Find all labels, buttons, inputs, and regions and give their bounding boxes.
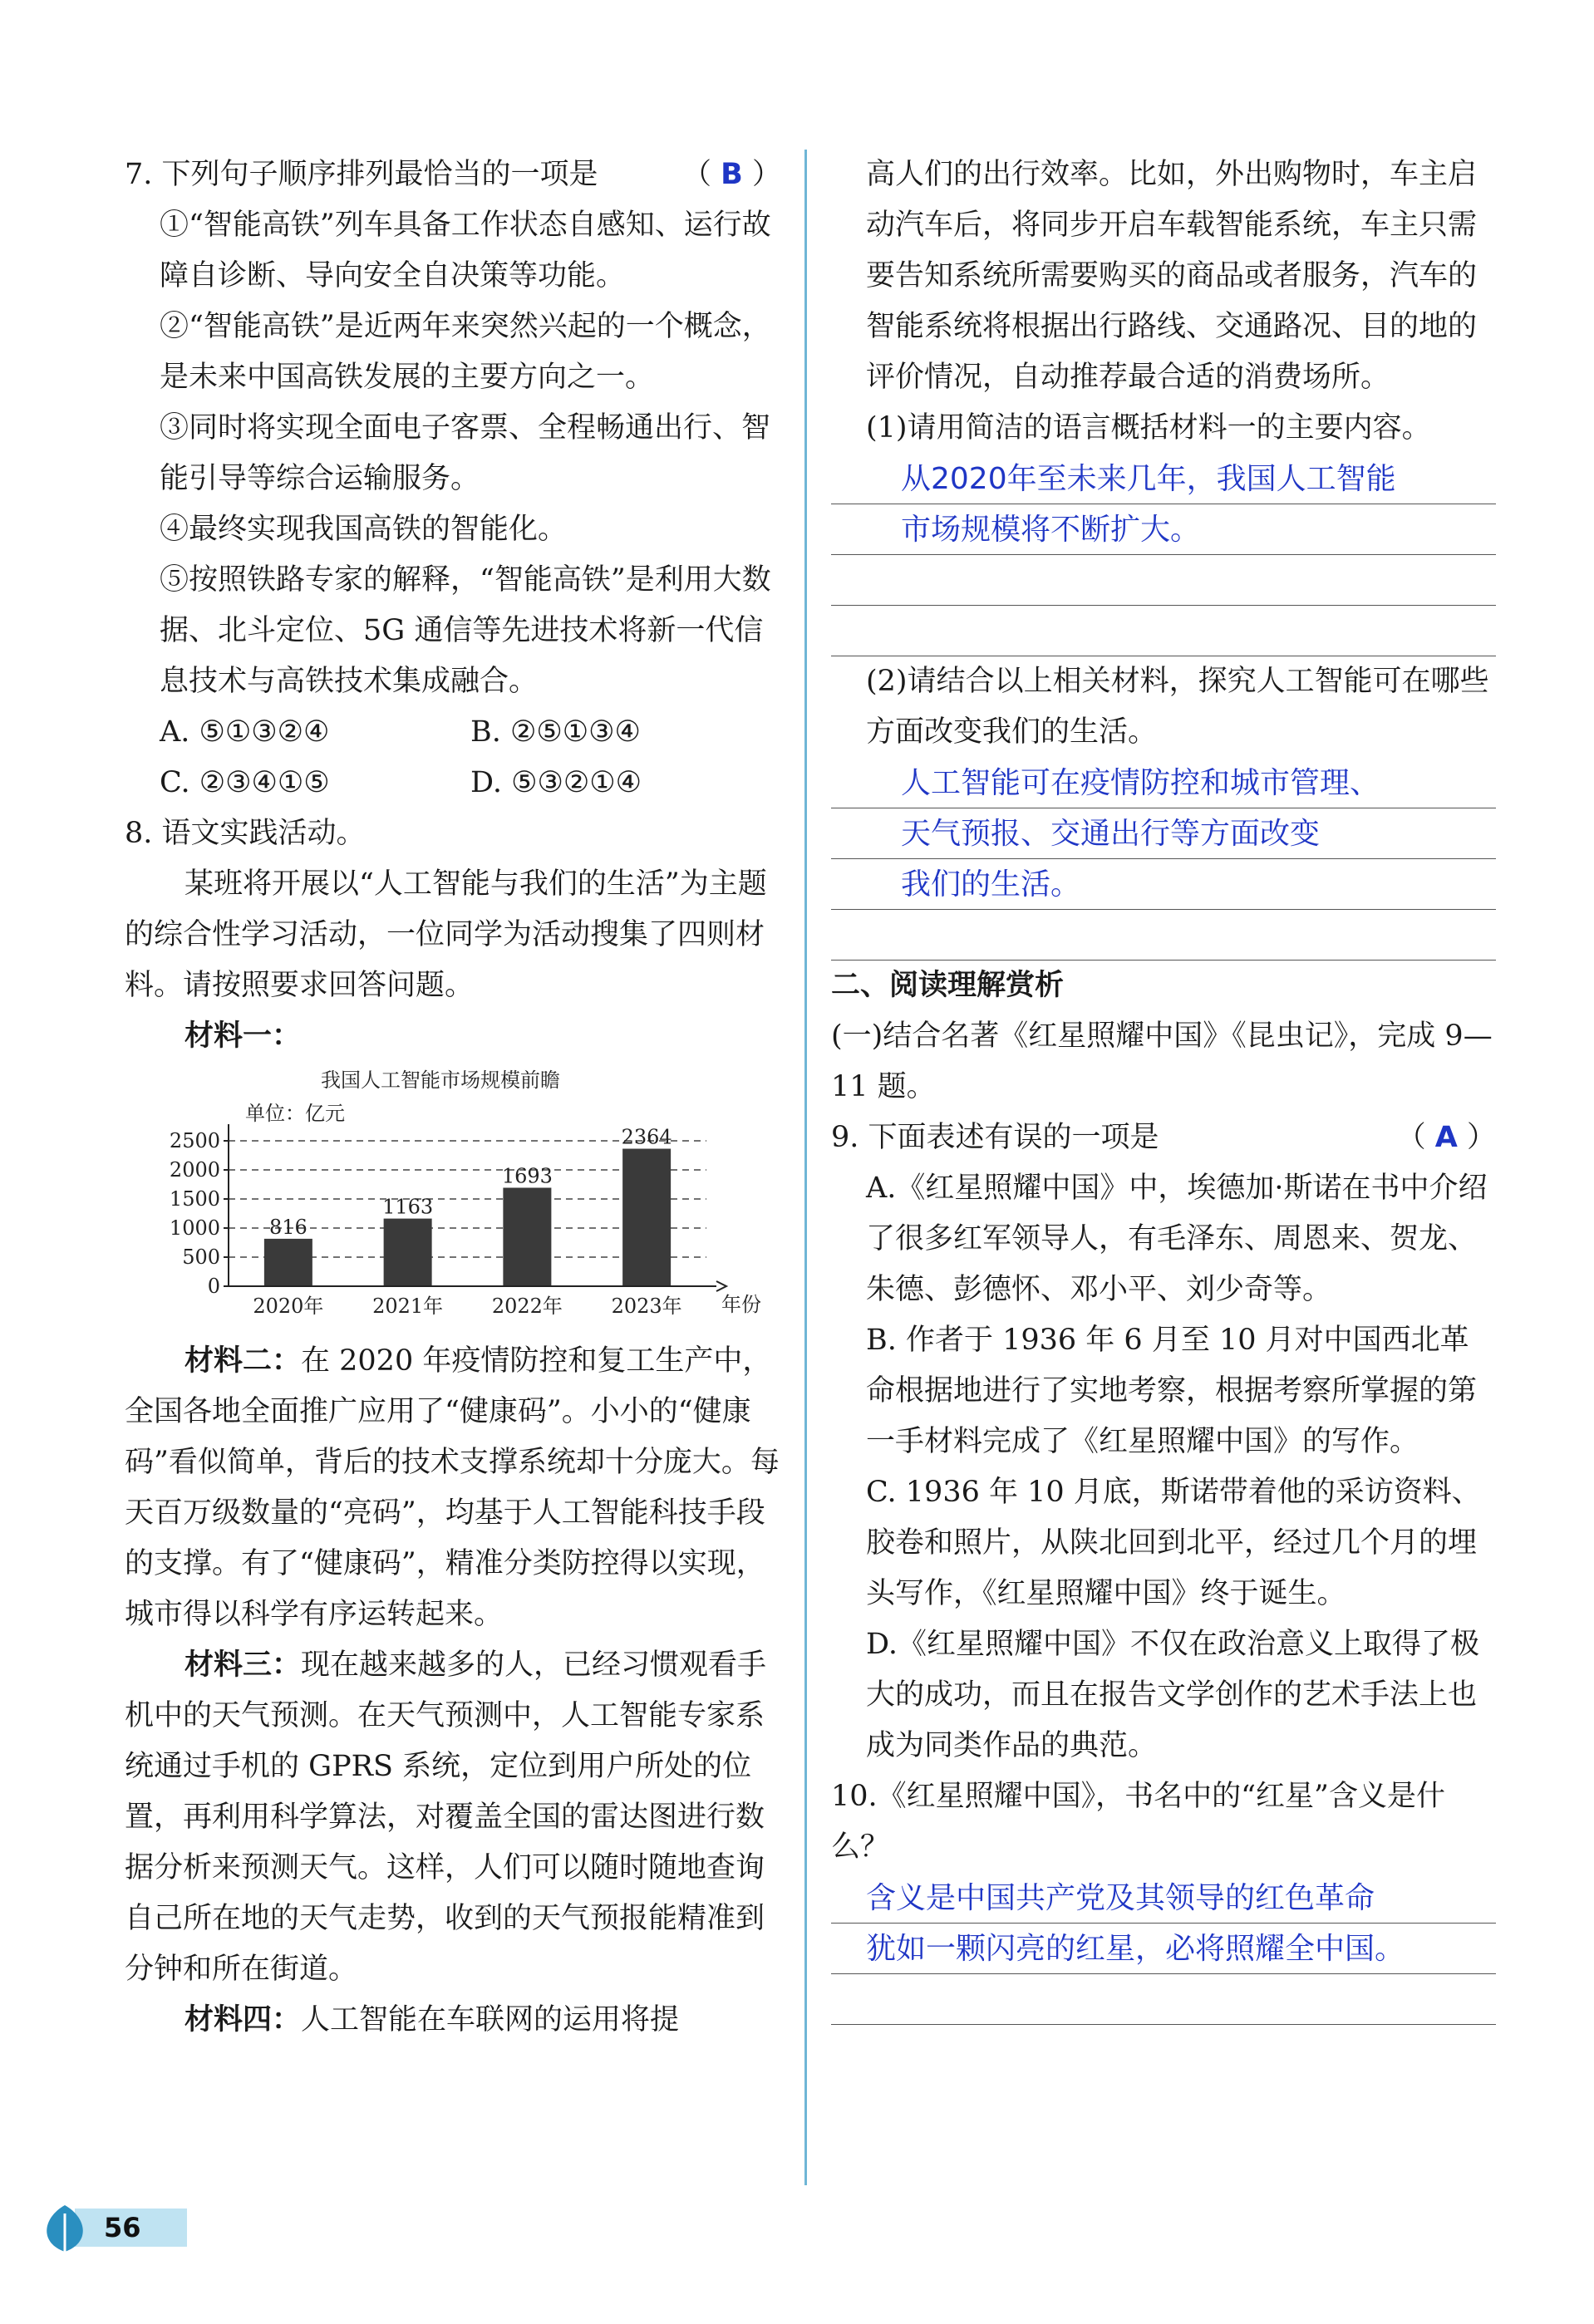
material-1-label: 材料一： [184,1020,302,1053]
option-c: C. ②③④①⑤ [160,766,330,799]
column-divider [804,150,807,2185]
section-2-heading: 二、阅读理解赏析 [831,969,1065,1002]
answer-7: B [721,158,743,191]
page-number: 56 [104,2212,141,2243]
bar-value-label: 816 [268,1215,307,1239]
material-2: 材料二：在 2020 年疫情防控和复工生产中，全国各地全面推广应用了“健康码”。小小的“健康码”看似简单，背后的技术支撑系统却十分庞大。每天百万级数量的“亮码”，均基于人工智能科技手段的支撑。有了“健康码”，精准分类防控得以实现，城市得以科学有序运转起来。 [125,1344,780,1631]
answer-8-2-line-2[interactable]: 天气预报、交通出行等方面改变 [831,808,1496,859]
y-tick-label: 500 [182,1246,220,1269]
chart-title: 我国人工智能市场规模前瞻 [321,1069,560,1092]
answer-8-1-line-3[interactable] [831,555,1496,606]
x-axis-arrow [716,1281,726,1291]
answer-8-2-line-1[interactable]: 人工智能可在疫情防控和城市管理、 [831,758,1496,808]
answer-10-line-1[interactable]: 含义是中国共产党及其领导的红色革命 [831,1873,1496,1924]
question-8-intro: 某班将开展以“人工智能与我们的生活”为主题的综合性学习活动，一位同学为活动搜集了四则材料。请按照要求回答问题。 [125,867,767,1002]
y-tick-label: 2000 [169,1158,220,1182]
bar-value-label: 2364 [621,1125,672,1149]
sentence-2: ②“智能高铁”是近两年来突然兴起的一个概念，是未来中国高铁发展的主要方向之一。 [160,310,771,394]
y-tick-label: 1500 [169,1187,220,1211]
option-d: D. ⑤③②①④ [470,766,642,799]
bar-chart [125,1062,781,1336]
answer-8-2-line-3[interactable]: 我们的生活。 [831,859,1496,910]
x-tick-label: 2023年 [611,1295,682,1318]
sentence-4: ④最终实现我国高铁的智能化。 [160,513,568,546]
option-9-c: C. 1936 年 10 月底，斯诺带着他的采访资料、胶卷和照片，从陕北回到北平，经过几个月的埋头写作，《红星照耀中国》终于诞生。 [866,1476,1481,1610]
option-9-a: A.《红星照耀中国》中，埃德加·斯诺在书中介绍了很多红军领导人，有毛泽东、周恩来、贺龙、朱德、彭德怀、邓小平、刘少奇等。 [866,1172,1488,1306]
material-4-continued: 高人们的出行效率。比如，外出购物时，车主启动汽车后，将同步开启车载智能系统，车主只需要告知系统所需要购买的商品或者服务，汽车的智能系统将根据出行路线、交通路况、目的地的评价情况，自动推荐最合适的消费场所。 [866,158,1478,394]
chart-x-label: 年份 [721,1293,761,1316]
options-row-1 [125,707,781,758]
option-9-d: D.《红星照耀中国》不仅在政治意义上取得了极大的成功，而且在报告文学创作的艺术手法上也成为同类作品的典范。 [866,1628,1479,1762]
option-9-b: B. 作者于 1936 年 6 月至 10 月对中国西北革命根据地进行了实地考察，根据考察所掌握的第一手材料完成了《红星照耀中国》的写作。 [866,1324,1478,1458]
material-4: 材料四：人工智能在车联网的运用将提 [184,2003,680,2037]
option-b: B. ②⑤①③④ [470,715,641,749]
answer-9: A [1434,1121,1458,1154]
options-row-2 [125,758,781,808]
y-tick-label: 2500 [169,1129,220,1152]
bar-value-label: 1163 [382,1195,434,1219]
bar [264,1239,312,1286]
question-10: 10.《红星照耀中国》，书名中的“红星”含义是什么？ [831,1780,1445,1864]
question-8-stem: 8. 语文实践活动。 [125,817,366,850]
x-tick-label: 2021年 [372,1295,444,1318]
left-column [125,150,781,2046]
answer-8-1-line-1[interactable]: 从2020年至未来几年，我国人工智能 [831,454,1496,504]
bar-value-label: 1693 [501,1164,553,1188]
sentence-3: ③同时将实现全面电子客票、全程畅通出行、智能引导等综合运输服务。 [160,411,771,495]
answer-8-1-line-4[interactable] [831,606,1496,656]
question-8-2: (2)请结合以上相关材料，探究人工智能可在哪些方面改变我们的生活。 [866,665,1489,749]
bar [503,1187,551,1286]
y-tick-label: 1000 [169,1216,220,1240]
option-a: A. ⑤①③②④ [160,715,330,749]
subsection-1-heading: (一)结合名著《红星照耀中国》《昆虫记》，完成 9—11 题。 [831,1020,1493,1103]
question-8-1: (1)请用简洁的语言概括材料一的主要内容。 [866,411,1431,445]
chart-unit-label: 单位：亿元 [245,1102,345,1125]
sentence-1: ①“智能高铁”列车具备工作状态自感知、运行故障自诊断、导向安全自决策等功能。 [160,209,771,292]
answer-10-line-3[interactable] [831,1974,1496,2025]
sentence-5: ⑤按照铁路专家的解释，“智能高铁”是利用大数据、北斗定位、5G 通信等先进技术将新一代信息技术与高铁技术集成融合。 [160,563,771,698]
material-3: 材料三：现在越来越多的人，已经习惯观看手机中的天气预测。在天气预测中，人工智能专家系统通过手机的 GPRS 系统，定位到用户所处的位置，再利用科学算法，对覆盖全国的雷达图进行数据分析来预测天气。这样，人们可以随时随地查询自己所在地的天气走势，收到的天气预报能精准到分钟和所在街道。 [125,1648,767,1986]
bar [622,1149,671,1286]
right-column [831,150,1496,2025]
answer-8-2-line-4[interactable] [831,910,1496,961]
x-tick-label: 2020年 [253,1295,324,1318]
answer-10-line-2[interactable]: 犹如一颗闪亮的红星，必将照耀全中国。 [831,1924,1496,1974]
x-tick-label: 2022年 [491,1295,563,1318]
answer-8-1-line-2[interactable]: 市场规模将不断扩大。 [831,504,1496,555]
question-9-stem: 9. 下面表述有误的一项是 （ A ） [831,1121,1496,1154]
question-7-stem: 7. 下列句子顺序排列最恰当的一项是 （ B ） [125,158,781,191]
bar [384,1219,432,1286]
y-tick-label: 0 [207,1275,220,1298]
